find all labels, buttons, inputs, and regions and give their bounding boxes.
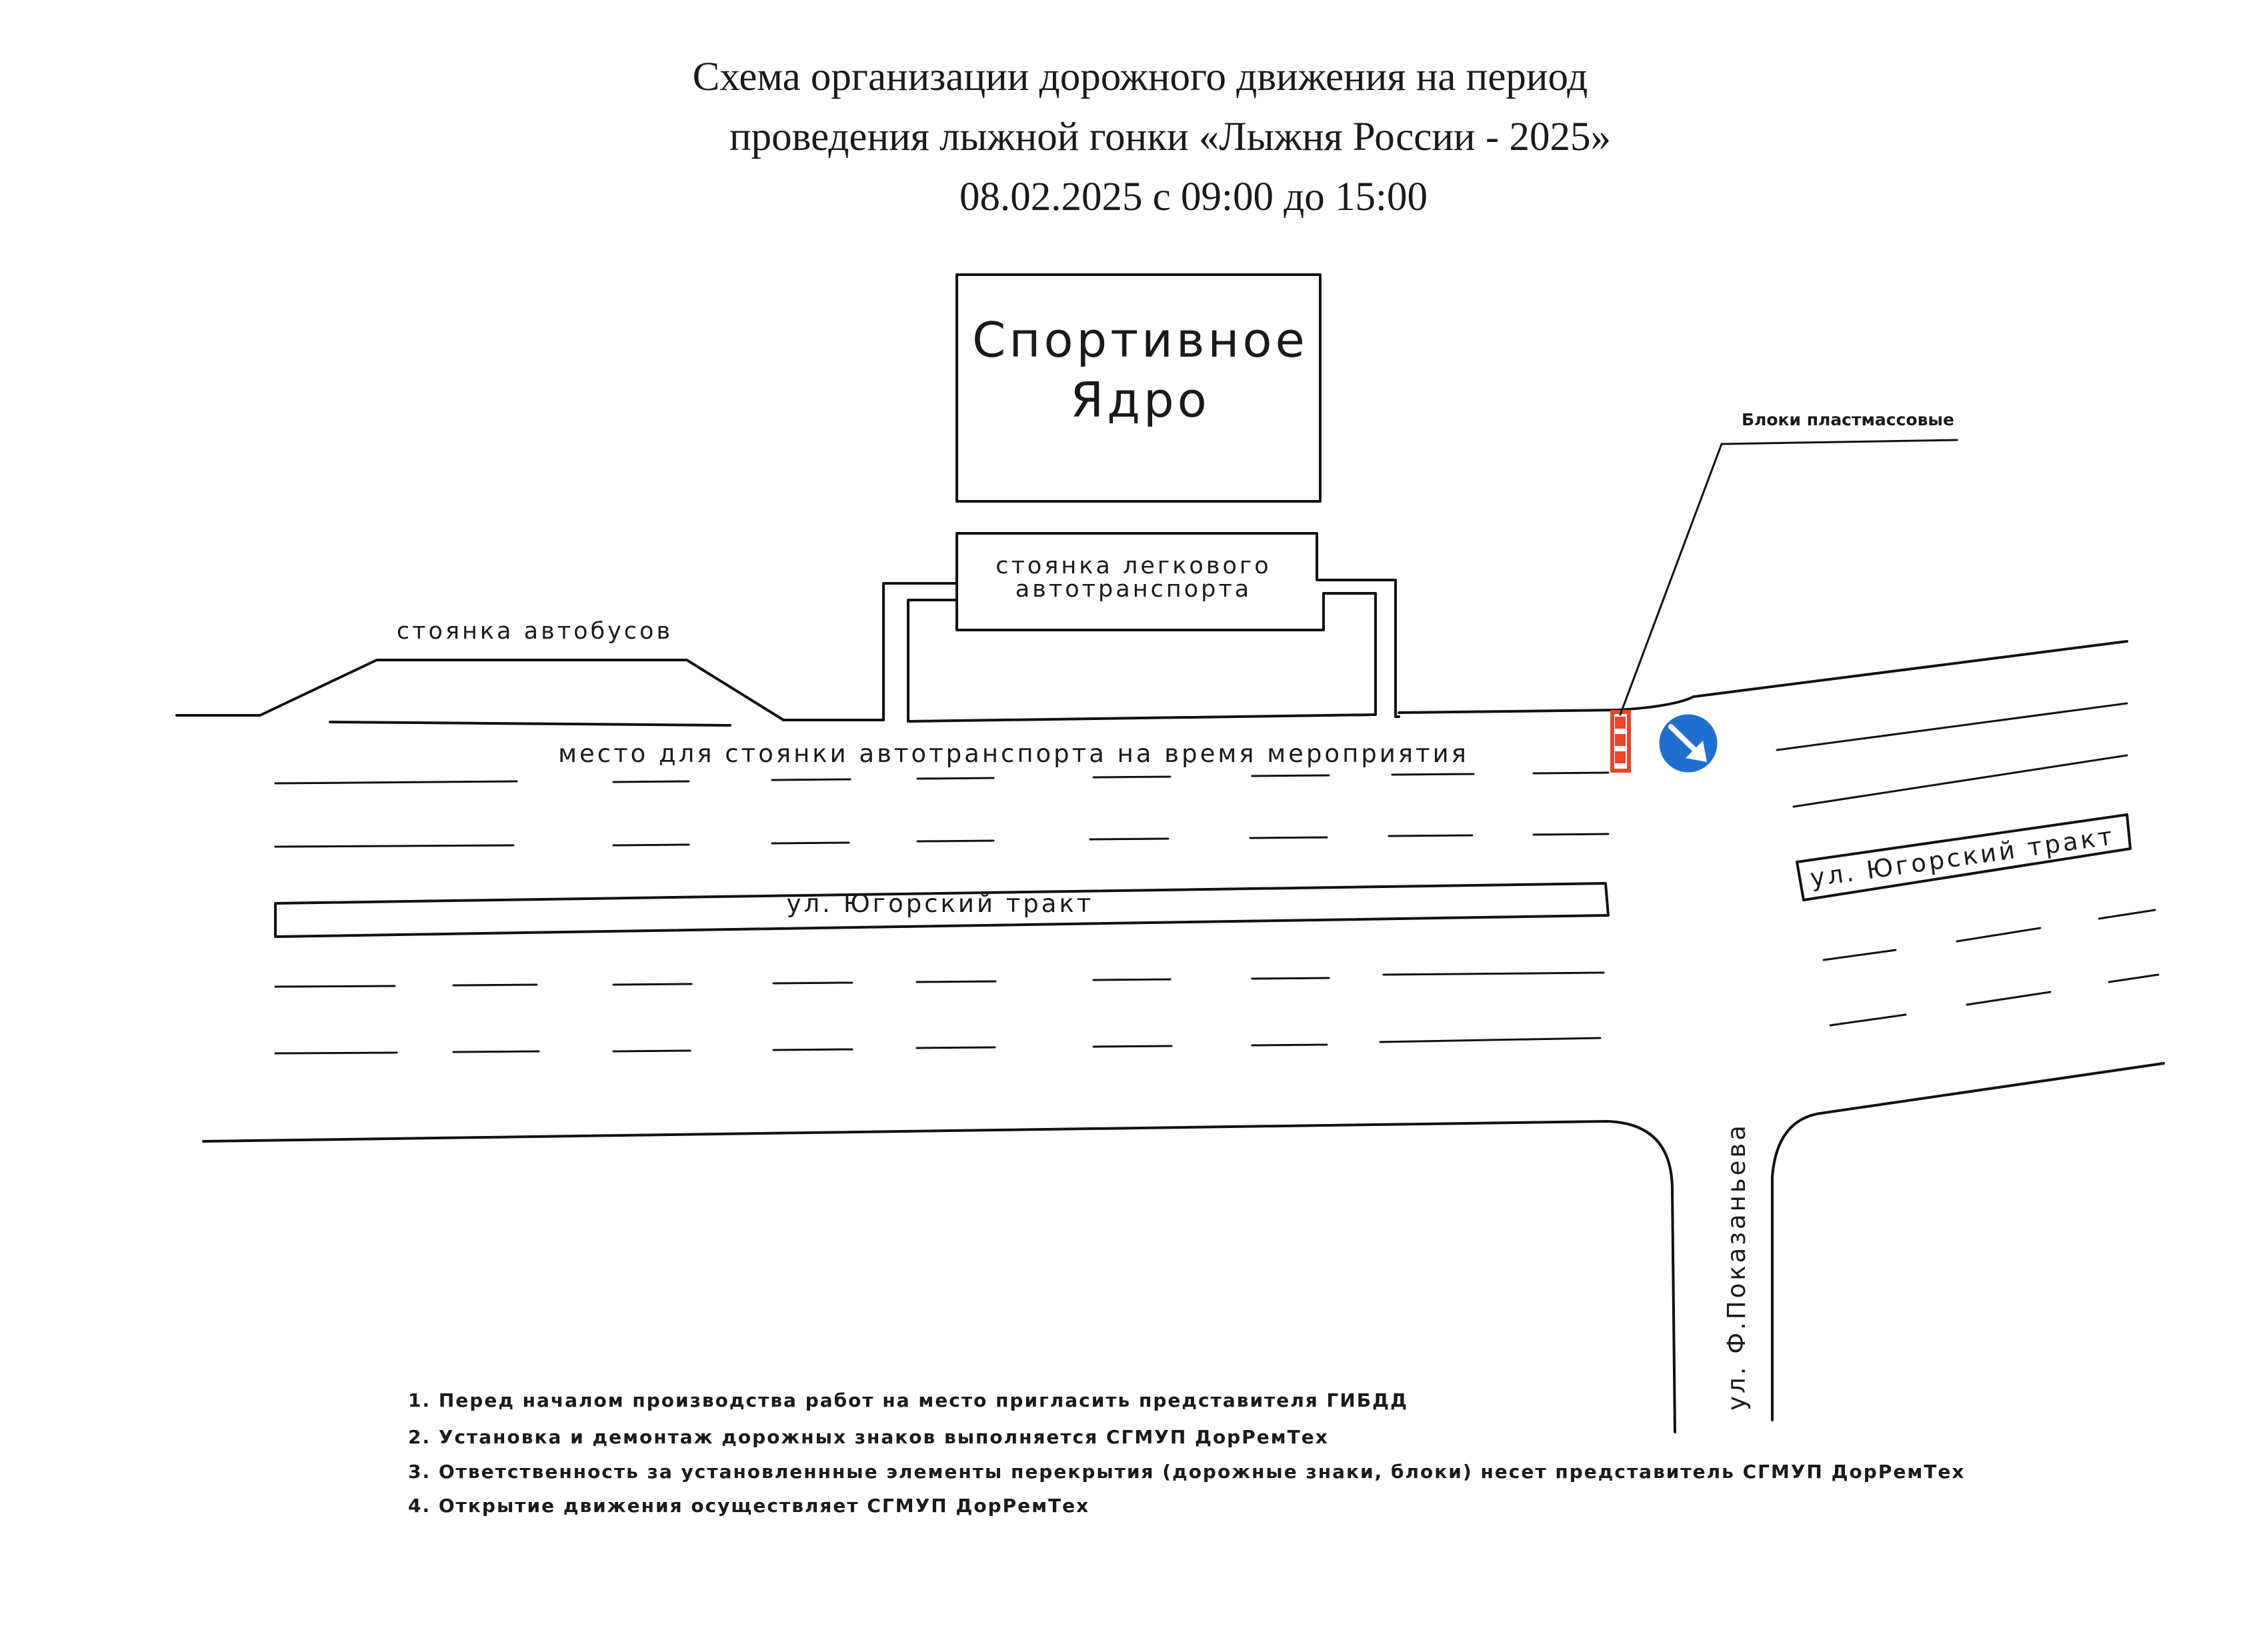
car-parking-label-1: стоянка легкового [995, 553, 1272, 579]
lane-dash [1384, 973, 1604, 975]
car-parking-inner [908, 583, 1376, 721]
sport-core-building [957, 275, 1320, 501]
car-parking-outer-left [883, 533, 957, 720]
lane-dash [1252, 775, 1329, 776]
lane-dash [275, 986, 395, 987]
blocks-label: Блоки пластмассовые [1742, 410, 1954, 429]
lane-dash [1957, 928, 2040, 941]
lane-dash [1380, 1038, 1600, 1042]
car-parking-label-2: автотранспорта [1015, 576, 1252, 603]
lane-dash [2099, 910, 2155, 919]
lane-dash [1389, 835, 1472, 836]
title-block [693, 55, 1611, 219]
street-label-cross: ул. Ф.Показаньева [1722, 1123, 1751, 1411]
sport-core-label-2: Ядро [1070, 372, 1210, 428]
lane-dash [613, 781, 689, 782]
title-line-1: Схема организации дорожного движения на период [692, 55, 1588, 99]
lane-dash [275, 781, 517, 783]
north-edge-right [1617, 641, 2127, 710]
lane-dash [1392, 774, 1474, 775]
lane-dash [773, 1049, 852, 1050]
lane-dash [1830, 1015, 1906, 1025]
block-cell [1615, 734, 1626, 746]
street-label-right: ул. Югорский тракт [1808, 821, 2117, 893]
bus-parking-area [177, 618, 883, 725]
note-item: 2. Установка и демонтаж дорожных знаков выполняется СГМУП ДорРемТех [408, 1426, 1329, 1448]
car-parking-area [883, 533, 1399, 721]
north-edge-main [1399, 710, 1617, 713]
lane-dash [917, 1047, 995, 1048]
note-item: 3. Ответственность за установленнные элементы перекрытия (дорожные знаки, блоки) несет представитель СГМУП ДорРемТех [408, 1461, 1966, 1483]
block-cell [1615, 717, 1626, 729]
south-edge-right [1772, 1063, 2164, 1420]
lane-dash [275, 845, 513, 847]
title-line-3: 08.02.2025 с 09:00 до 15:00 [959, 175, 1428, 219]
lane-dash [1794, 755, 2127, 807]
lane-dash [917, 778, 993, 779]
lane-dash [1777, 703, 2127, 750]
median-strip [275, 815, 2130, 937]
lane-dash [453, 1051, 539, 1052]
event-parking-label: место для стоянки автотранспорта на время мероприятия [558, 739, 1469, 768]
south-edge-left [203, 1121, 1675, 1432]
sport-core-label-1: Спортивное [972, 312, 1308, 368]
lane-dash [1534, 834, 1608, 835]
note-item: 4. Открытие движения осуществляет СГМУП ДорРемТех [408, 1495, 1090, 1517]
keep-right-sign [1658, 713, 1718, 773]
lane-dash [2109, 975, 2158, 982]
lane-dash [1252, 978, 1329, 979]
bus-parking-label: стоянка автобусов [396, 618, 673, 645]
block-cell [1615, 751, 1626, 763]
bus-parking-inner-line [330, 722, 730, 725]
lane-dash [772, 779, 850, 780]
blocks-leader-line [1620, 440, 1957, 715]
lane-dash [1824, 950, 1896, 960]
lane-dash [1093, 1046, 1172, 1047]
lane-dash [1250, 837, 1327, 838]
lane-dash [1093, 979, 1170, 980]
plastic-blocks [1612, 712, 1629, 771]
note-item: 1. Перед началом производства работ на место пригласить представителя ГИБДД [408, 1389, 1409, 1411]
title-line-2: проведения лыжной гонки «Лыжня России - 2025» [729, 115, 1611, 159]
street-label-main: ул. Югорский тракт [786, 889, 1094, 918]
lane-dash [917, 981, 995, 982]
lane-dash [613, 984, 691, 985]
bus-parking-outline [177, 660, 883, 720]
lane-dash [1967, 992, 2050, 1005]
